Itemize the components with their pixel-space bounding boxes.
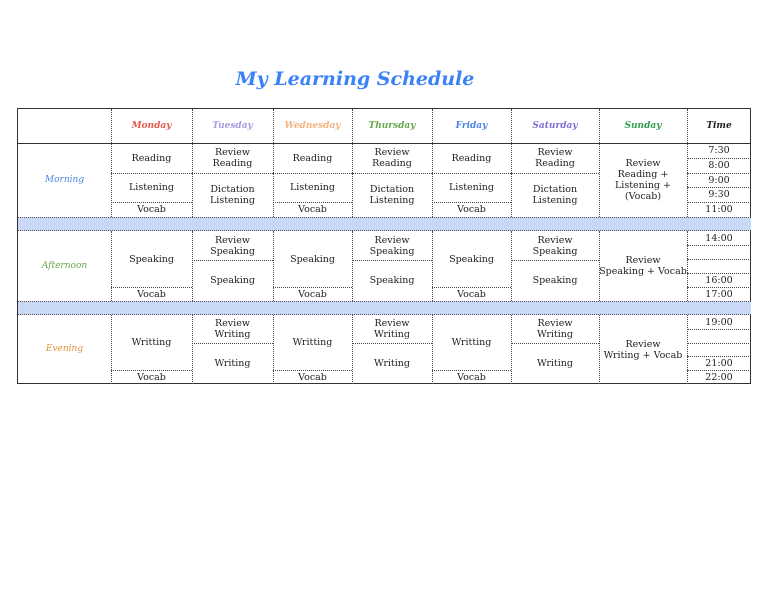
day-header-wednesday: Wednesday xyxy=(284,120,341,131)
time-slot: 22:00 xyxy=(705,371,733,383)
day-header-thursday: Thursday xyxy=(368,120,416,131)
activity-friday: Vocab xyxy=(457,288,486,300)
activity-thursday: Review Writing xyxy=(374,318,410,340)
grid-line xyxy=(687,143,688,217)
day-header-saturday: Saturday xyxy=(532,120,578,131)
activity-monday: Writting xyxy=(131,337,172,348)
grid-line xyxy=(111,315,112,384)
grid-line xyxy=(273,370,352,371)
time-slot: 14:00 xyxy=(705,232,733,244)
activity-tuesday: Review Speaking xyxy=(210,234,255,257)
day-header-friday: Friday xyxy=(455,120,488,131)
time-slot: 9:30 xyxy=(708,189,730,200)
activity-tuesday: Speaking xyxy=(210,275,255,286)
grid-line xyxy=(352,260,432,261)
grid-line xyxy=(511,173,599,174)
grid-line xyxy=(192,343,273,344)
time-slot xyxy=(687,259,751,273)
grid-line xyxy=(687,370,751,371)
grid-line xyxy=(273,287,352,288)
activity-thursday: Speaking xyxy=(369,275,415,286)
activity-saturday: Review Writing xyxy=(537,318,573,340)
grid-line xyxy=(687,356,751,357)
activity-tuesday: Review Reading xyxy=(212,147,253,169)
activity-tuesday: Review Writing xyxy=(214,318,251,340)
activity-thursday: Dictation Listening xyxy=(369,184,415,206)
grid-line xyxy=(111,173,192,174)
grid-line xyxy=(687,315,688,384)
time-slot: 19:00 xyxy=(705,316,733,328)
activity-saturday: Review Reading xyxy=(535,147,575,169)
grid-line xyxy=(511,260,599,261)
activity-wednesday: Writting xyxy=(292,337,333,348)
activity-wednesday: Vocab xyxy=(298,371,327,383)
period-label: Morning xyxy=(44,174,85,185)
grid-line xyxy=(192,109,193,143)
time-slot xyxy=(687,245,751,259)
grid-line xyxy=(273,315,274,384)
grid-line xyxy=(432,173,511,174)
time-slot: 7:30 xyxy=(708,145,730,156)
activity-tuesday: Dictation Listening xyxy=(209,184,256,206)
grid-line xyxy=(432,287,511,288)
time-slot xyxy=(687,343,751,357)
grid-line xyxy=(273,109,274,143)
grid-line xyxy=(352,143,353,217)
grid-line xyxy=(599,143,600,217)
activity-monday: Vocab xyxy=(137,371,166,383)
page-title: My Learning Schedule xyxy=(235,68,475,90)
grid-line xyxy=(511,315,512,384)
activity-friday: Reading xyxy=(451,152,492,164)
grid-line xyxy=(687,329,751,330)
activity-tuesday: Writing xyxy=(214,358,251,369)
activity-monday: Speaking xyxy=(129,253,174,265)
day-header-tuesday: Tuesday xyxy=(212,120,253,131)
activity-monday: Vocab xyxy=(137,288,166,300)
grid-line xyxy=(432,143,433,217)
grid-line xyxy=(192,143,193,217)
activity-saturday: Review Speaking xyxy=(532,234,578,257)
period-label: Afternoon xyxy=(41,260,88,271)
time-slot: 21:00 xyxy=(705,357,733,369)
activity-friday: Listening xyxy=(448,182,495,193)
activity-friday: Vocab xyxy=(457,371,486,383)
period-separator xyxy=(18,301,751,315)
grid-line xyxy=(432,109,433,143)
grid-line xyxy=(352,343,432,344)
grid-line xyxy=(687,109,688,143)
grid-line xyxy=(687,245,751,246)
period-label: Evening xyxy=(45,344,84,354)
activity-thursday: Review Speaking xyxy=(369,234,415,257)
grid-line xyxy=(687,187,751,188)
activity-friday: Writting xyxy=(451,337,492,348)
time-slot: 9:00 xyxy=(708,175,730,186)
grid-line xyxy=(511,143,512,217)
grid-line xyxy=(687,273,751,274)
grid-line xyxy=(687,231,688,301)
activity-sunday: Review Writing + Vocab xyxy=(603,338,683,361)
grid-line xyxy=(432,370,511,371)
period-separator xyxy=(18,217,751,231)
time-header: Time xyxy=(706,120,732,131)
grid-line xyxy=(192,315,193,384)
grid-line xyxy=(687,158,751,159)
grid-line xyxy=(599,109,600,143)
activity-wednesday: Reading xyxy=(292,152,333,164)
grid-line xyxy=(111,143,112,217)
grid-line xyxy=(599,315,600,384)
activity-friday: Vocab xyxy=(457,204,486,215)
time-slot: 16:00 xyxy=(705,274,733,286)
time-slot: 17:00 xyxy=(705,288,733,300)
activity-monday: Vocab xyxy=(137,204,166,215)
grid-line xyxy=(192,260,273,261)
schedule-table xyxy=(17,108,751,384)
grid-line xyxy=(432,202,511,203)
grid-line xyxy=(111,109,112,143)
grid-line xyxy=(352,173,432,174)
grid-line xyxy=(511,343,599,344)
activity-sunday: Review Speaking + Vocab xyxy=(599,255,687,277)
grid-line xyxy=(111,287,192,288)
grid-line xyxy=(192,173,273,174)
grid-line xyxy=(432,315,433,384)
activity-wednesday: Vocab xyxy=(298,204,327,215)
activity-monday: Reading xyxy=(131,152,172,164)
grid-line xyxy=(352,231,353,301)
activity-saturday: Speaking xyxy=(532,275,578,286)
grid-line xyxy=(273,143,274,217)
activity-friday: Speaking xyxy=(449,253,494,265)
grid-line xyxy=(687,173,751,174)
grid-line xyxy=(511,109,512,143)
time-slot: 8:00 xyxy=(708,160,730,171)
activity-wednesday: Speaking xyxy=(290,253,335,265)
grid-line xyxy=(273,231,274,301)
grid-line xyxy=(687,343,751,344)
grid-line xyxy=(192,231,193,301)
day-header-monday: Monday xyxy=(131,120,172,131)
grid-line xyxy=(273,202,352,203)
activity-thursday: Review Reading xyxy=(372,147,412,169)
grid-line xyxy=(352,109,353,143)
activity-saturday: Writing xyxy=(537,358,573,369)
activity-thursday: Writing xyxy=(374,358,410,369)
activity-monday: Listening xyxy=(128,182,175,193)
grid-line xyxy=(352,315,353,384)
grid-line xyxy=(687,287,751,288)
day-header-sunday: Sunday xyxy=(624,120,662,131)
activity-wednesday: Vocab xyxy=(298,288,327,300)
grid-line xyxy=(111,231,112,301)
grid-line xyxy=(111,202,192,203)
time-slot: 11:00 xyxy=(705,204,733,215)
activity-wednesday: Listening xyxy=(289,182,336,193)
time-slot xyxy=(687,329,751,343)
grid-line xyxy=(687,259,751,260)
grid-line xyxy=(432,231,433,301)
grid-line xyxy=(687,202,751,203)
grid-line xyxy=(599,231,600,301)
activity-sunday: Review Reading + Listening + (Vocab) xyxy=(615,158,671,202)
activity-saturday: Dictation Listening xyxy=(532,184,578,206)
grid-line xyxy=(511,231,512,301)
grid-line xyxy=(273,173,352,174)
grid-line xyxy=(111,370,192,371)
